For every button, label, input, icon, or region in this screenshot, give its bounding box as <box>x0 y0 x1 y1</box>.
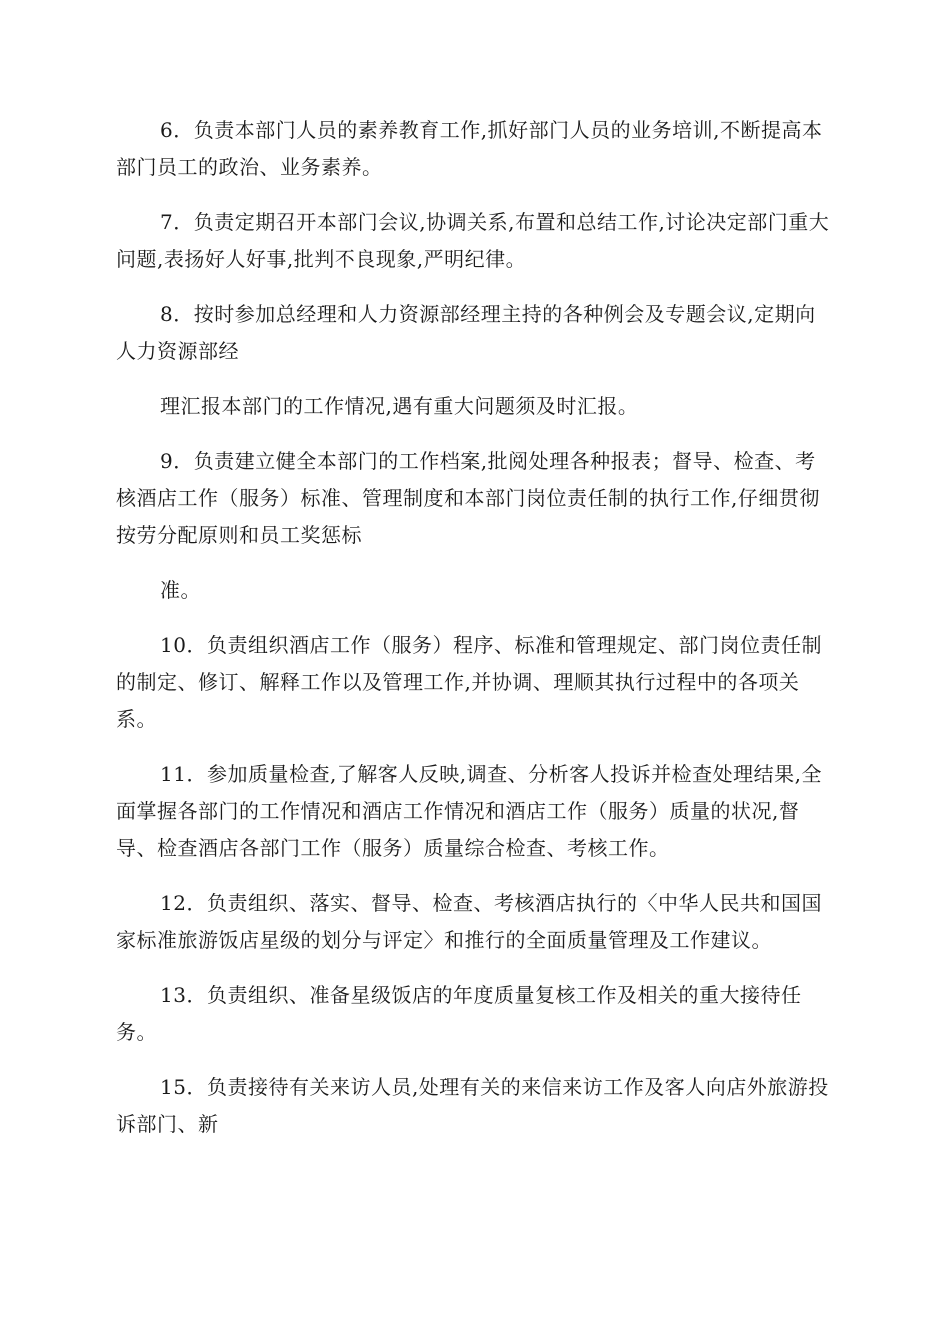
paragraph-item-15: 15．负责接待有关来访人员,处理有关的来信来访工作及客人向店外旅游投诉部门、新 <box>116 1075 829 1136</box>
paragraph-item-8: 8．按时参加总经理和人力资源部经理主持的各种例会及专题会议,定期向人力资源部经 <box>116 302 816 363</box>
paragraph-item-6: 6．负责本部门人员的素养教育工作,抓好部门人员的业务培训,不断提高本部门员工的政治、业务素养。 <box>116 118 823 179</box>
paragraph-item-7: 7．负责定期召开本部门会议,协调关系,布置和总结工作,讨论决定部门重大问题,表扬好人好事,批判不良现象,严明纪律。 <box>116 210 830 271</box>
paragraph-item-9-continued: 准。 <box>160 578 201 602</box>
document-body <box>116 112 834 1161</box>
paragraph-item-13: 13．负责组织、准备星级饭店的年度质量复核工作及相关的重大接待任务。 <box>116 983 802 1044</box>
paragraph-item-8-continued: 理汇报本部门的工作情况,遇有重大问题须及时汇报。 <box>160 394 639 418</box>
paragraph-item-12: 12．负责组织、落实、督导、检查、考核酒店执行的〈中华人民共和国国家标准旅游饭店星级的划分与评定〉和推行的全面质量管理及工作建议。 <box>116 891 822 952</box>
paragraph-item-10: 10．负责组织酒店工作（服务）程序、标准和管理规定、部门岗位责任制的制定、修订、解释工作以及管理工作,并协调、理顺其执行过程中的各项关系。 <box>116 633 822 731</box>
paragraph-item-9: 9．负责建立健全本部门的工作档案,批阅处理各种报表；督导、检查、考核酒店工作（服务）标准、管理制度和本部门岗位责任制的执行工作,仔细贯彻按劳分配原则和员工奖惩标 <box>116 449 820 547</box>
paragraph-item-11: 11．参加质量检查,了解客人反映,调查、分析客人投诉并检查处理结果,全面掌握各部门的工作情况和酒店工作情况和酒店工作（服务）质量的状况,督导、检查酒店各部门工作（服务）质量综合检查、考核工作。 <box>116 762 823 860</box>
